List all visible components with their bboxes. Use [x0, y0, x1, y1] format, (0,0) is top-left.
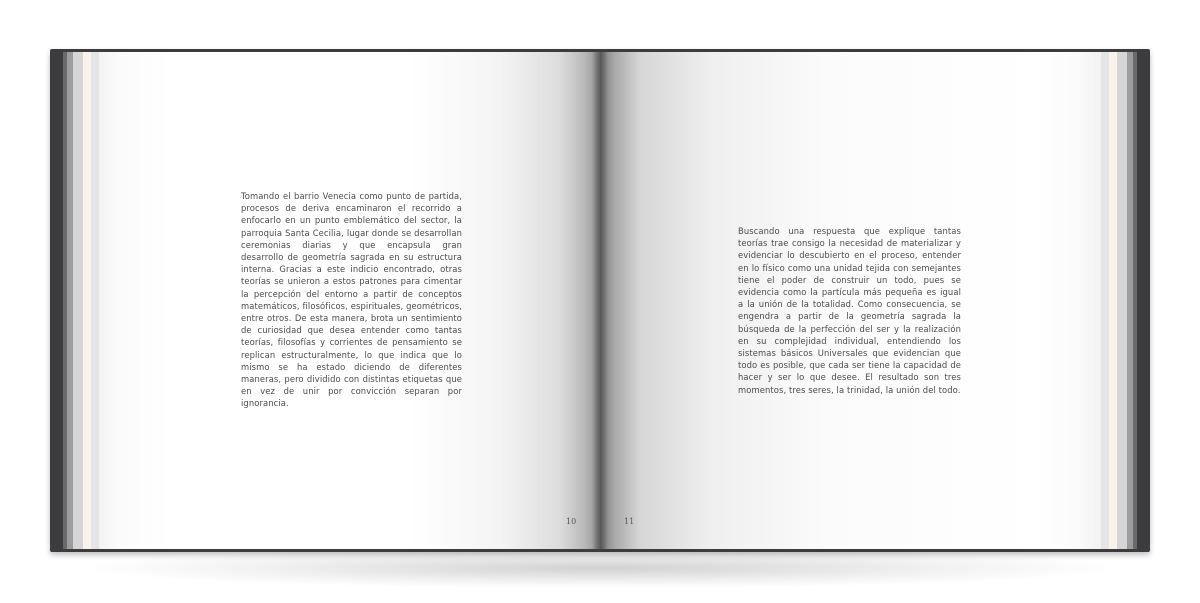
right-page-number: 11	[624, 517, 635, 526]
left-page-number: 10	[566, 517, 577, 526]
book-gutter	[592, 52, 608, 549]
left-page	[101, 52, 600, 549]
right-page	[600, 52, 1099, 549]
left-page-paragraph: Tomando el barrio Venecia como punto de partida, procesos de deriva encaminaron el recorrido a enfocarlo en un punto emblemático del sector, la parroquia Santa Cecilia, lugar donde se desarrollan ceremonias diarias y que encapsula gran desarrollo de geometría sagrada en su estructura interna. Gracias a este indicio encontrado, otras teorías se unieron a estos patrones para cimentar la percepción del entorno a partir de conceptos matemáticos, filosóficos, espirituales, geométricos, entre otros. De esta manera, brota un sentimiento de curiosidad que desea entender como tantas teorías, filosofías y corrientes de pensamiento se replican estructuralmente, lo que indica que lo mismo se ha estado diciendo de diferentes maneras, pero dividido con distintas etiquetas que en vez de unir por convicción separan por ignorancia.	[241, 191, 462, 409]
left-page-edges	[63, 52, 103, 549]
right-page-edges	[1097, 52, 1137, 549]
book-floor-shadow	[90, 548, 1110, 588]
right-page-paragraph: Buscando una respuesta que explique tantas teorías trae consigo la necesidad de materializar y evidenciar lo descubierto en el proceso, entender en lo físico como una unidad tejida con semejantes tiene el poder de construir un todo, pues se evidencia como la partícula más pequeña es igual a la unión de la totalidad. Como consecuencia, se engendra a partir de la geometría sagrada la búsqueda de la perfección del ser y la realización en su complejidad individual, entendiendo los sistemas básicos Universales que evidencian que todo es posible, que cada ser tiene la capacidad de hacer y ser lo que desee. El resultado son tres momentos, tres seres, la trinidad, la unión del todo.	[738, 226, 961, 395]
